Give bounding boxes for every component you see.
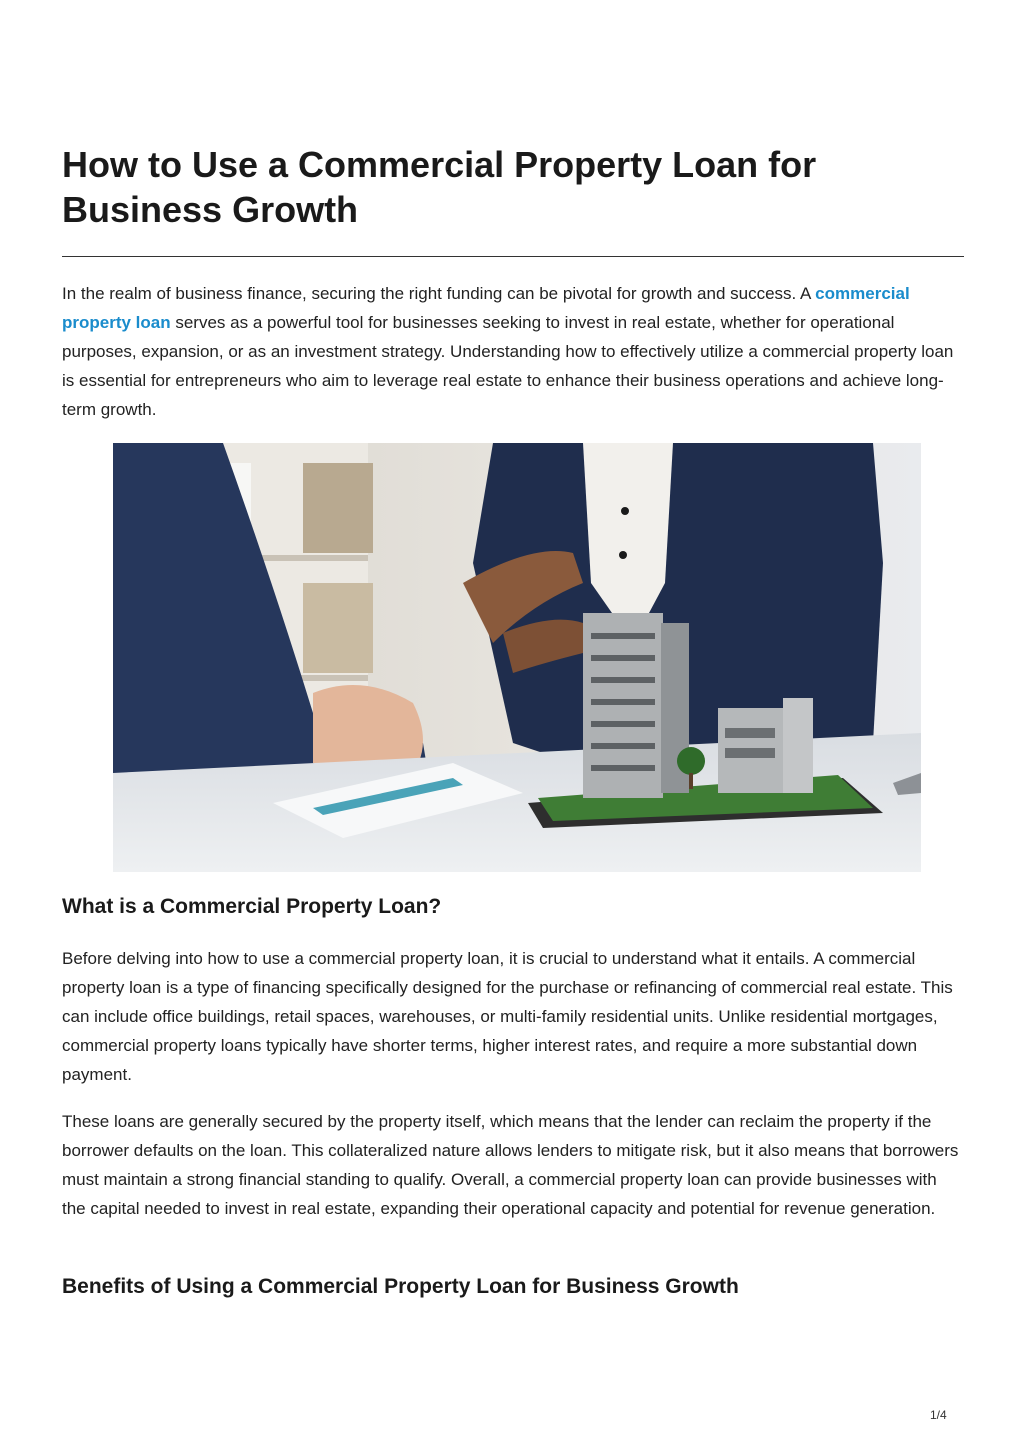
section-heading-what-is: What is a Commercial Property Loan? — [62, 895, 442, 918]
page-title: How to Use a Commercial Property Loan for Business Growth — [62, 144, 817, 230]
title-divider — [62, 256, 964, 257]
commercial-property-loan-link[interactable]: commercial property loan — [62, 284, 910, 332]
section-heading-benefits: Benefits of Using a Commercial Property Loan for Business Growth — [62, 1275, 739, 1298]
intro-paragraph — [62, 279, 964, 424]
section-paragraph-definition: Before delving into how to use a commercial property loan, it is crucial to understand what it entails. A commercial property loan is a type of financing specifically designed for the purchase or refinancing of commercial real estate. This can include office buildings, retail spaces, warehouses, or multi-family residential units. Unlike residential mortgages, commercial property loans typically have shorter terms, higher interest rates, and require a more substantial down payment. — [62, 949, 953, 1084]
intro-text-before: In the realm of business finance, securing the right funding can be pivotal for growth and success. A — [62, 284, 816, 303]
page-number: 1/4 — [930, 1408, 947, 1422]
business-meeting-photo — [113, 443, 921, 872]
intro-text-after: serves as a powerful tool for businesses seeking to invest in real estate, whether for operational purposes, expansion, or as an investment strategy. Understanding how to effectively utilize a commercial property loan is essential for entrepreneurs who aim to leverage real estate to enhance their business operations and achieve long-term growth. — [62, 313, 954, 419]
section-paragraph-collateral: These loans are generally secured by the property itself, which means that the lender can reclaim the property if the borrower defaults on the loan. This collateralized nature allows lenders to mitigate risk, but it also means that borrowers must maintain a strong financial standing to qualify. Overall, a commercial property loan can provide businesses with the capital needed to invest in real estate, expanding their operational capacity and potential for revenue generation. — [62, 1112, 959, 1218]
